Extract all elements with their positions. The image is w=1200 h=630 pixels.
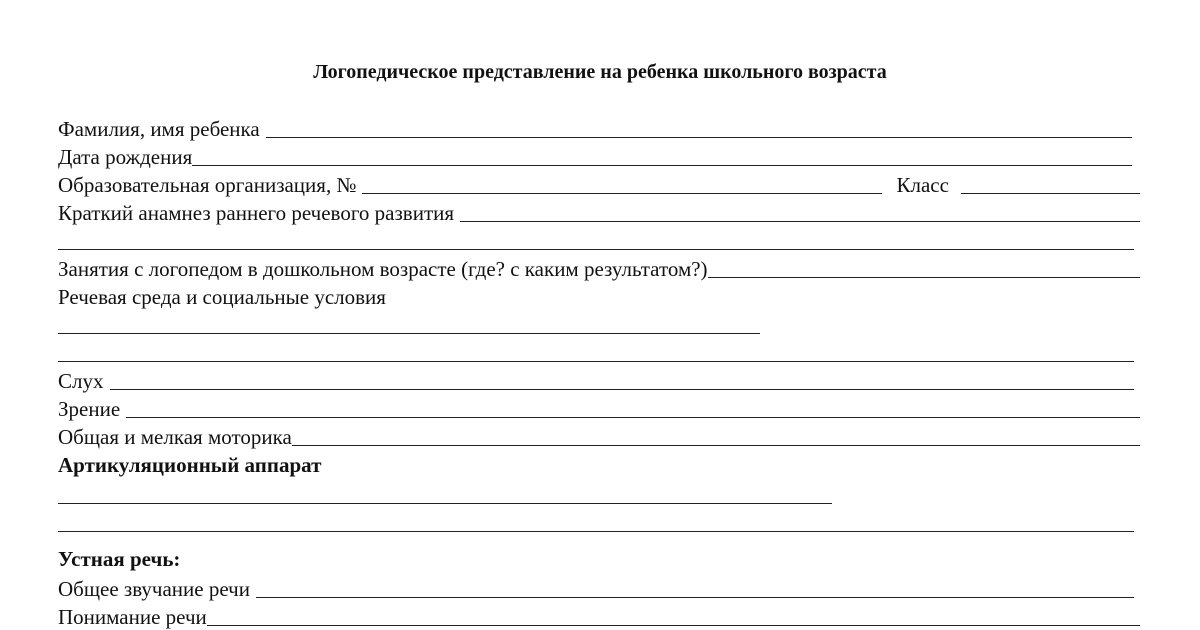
preschool-therapy-row	[58, 254, 1140, 282]
anamnesis-field-line-2[interactable]	[58, 249, 1134, 250]
overall-sound-row	[58, 574, 1134, 602]
birth-date-row	[58, 142, 1132, 170]
articulation-field-line-2[interactable]	[58, 531, 1134, 532]
anamnesis-field[interactable]	[460, 221, 1140, 222]
hearing-field[interactable]	[110, 389, 1135, 390]
name-row	[58, 114, 1132, 142]
articulation-heading: Артикуляционный аппарат	[58, 453, 322, 477]
preschool-therapy-field[interactable]	[708, 277, 1140, 278]
oral-speech-heading: Устная речь:	[58, 547, 181, 571]
articulation-line-2-row	[58, 508, 1134, 536]
anamnesis-label: Краткий анамнез раннего речевого развития	[58, 201, 455, 225]
organization-row	[58, 170, 1140, 198]
organization-label: Образовательная организация, №	[58, 173, 357, 197]
vision-field[interactable]	[126, 417, 1140, 418]
name-field[interactable]	[266, 137, 1132, 138]
hearing-row	[58, 366, 1134, 394]
class-field[interactable]	[961, 193, 1140, 194]
motor-skills-field[interactable]	[292, 445, 1140, 446]
overall-sound-field[interactable]	[256, 597, 1134, 598]
organization-number-field[interactable]	[362, 193, 882, 194]
preschool-therapy-label: Занятия с логопедом в дошкольном возрасте (где? с каким результатом?)	[58, 257, 708, 281]
articulation-heading-row	[58, 450, 1140, 478]
articulation-line-1-row	[58, 480, 832, 508]
name-label: Фамилия, имя ребенка	[58, 117, 260, 141]
class-label: Класс	[896, 173, 949, 197]
birth-date-field[interactable]	[192, 165, 1132, 166]
oral-speech-heading-row	[58, 544, 1140, 572]
anamnesis-continuation-row	[58, 226, 1134, 254]
comprehension-field[interactable]	[207, 625, 1140, 626]
comprehension-row	[58, 602, 1140, 630]
motor-skills-row	[58, 422, 1140, 450]
speech-environment-label: Речевая среда и социальные условия	[58, 285, 386, 309]
comprehension-label: Понимание речи	[58, 605, 207, 629]
speech-environment-line-2-row	[58, 338, 1134, 366]
articulation-field-line-1[interactable]	[58, 503, 832, 504]
speech-environment-field-line-1[interactable]	[58, 333, 760, 334]
speech-environment-field-line-2[interactable]	[58, 361, 1134, 362]
birth-date-label: Дата рождения	[58, 145, 193, 169]
motor-skills-label: Общая и мелкая моторика	[58, 425, 292, 449]
speech-environment-row	[58, 282, 1140, 310]
document-title: Логопедическое представление на ребенка школьного возраста	[313, 61, 887, 83]
vision-row	[58, 394, 1140, 422]
hearing-label: Слух	[58, 369, 104, 393]
overall-sound-label: Общее звучание речи	[58, 577, 250, 601]
anamnesis-row	[58, 198, 1140, 226]
speech-environment-line-1-row	[58, 310, 760, 338]
vision-label: Зрение	[58, 397, 121, 421]
